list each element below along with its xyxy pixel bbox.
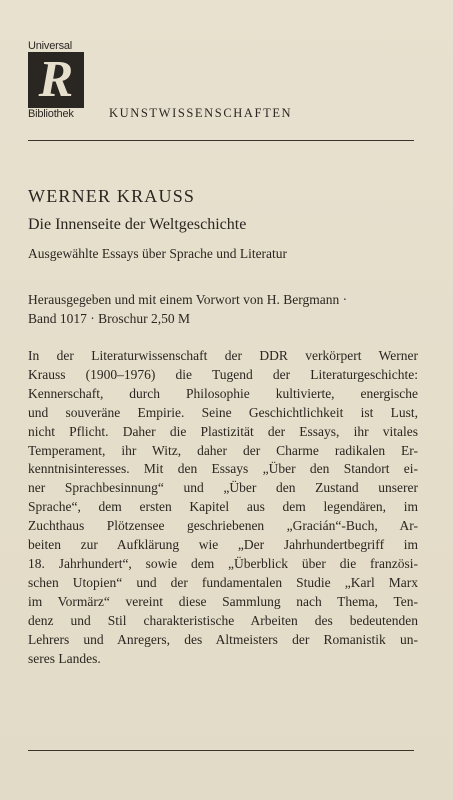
description-line: Temperament, ihr Witz, daher der Charme radikalen Er- xyxy=(28,442,418,458)
description-line: In der Literaturwissenschaft der DDR verkörpert Werner xyxy=(28,348,418,363)
description-line: ner Sprachbesinnung“ und „Über den Zustand unserer xyxy=(28,480,418,496)
description-text xyxy=(28,347,418,668)
description-line: Sprache“, dem ersten Kapitel aus dem legendären, im xyxy=(28,499,418,515)
bottom-divider xyxy=(28,750,414,751)
publication-info xyxy=(28,290,418,328)
description-line: kenntnisinteresses. Mit den Essays „Über den Standort ei- xyxy=(28,461,418,477)
publisher-logo xyxy=(28,40,88,122)
logo-top-text: Universal xyxy=(28,40,73,52)
description-line: nicht Pflicht. Daher die Plastizität der Essays, ihr vitales xyxy=(28,423,418,439)
description-line: im Vormärz“ vereint diese Sammlung nach Thema, Ten- xyxy=(28,593,418,609)
series-title: KUNSTWISSENSCHAFTEN xyxy=(109,106,293,120)
logo-letter-mark: R xyxy=(28,52,84,108)
description-line: beiten zur Aufklärung wie „Der Jahrhundertbegriff im xyxy=(28,537,418,553)
logo-bottom-text: Bibliothek xyxy=(28,108,74,120)
description-line: Zuchthaus Plötzensee geschriebenen „Gracián“-Buch, Ar- xyxy=(28,518,418,534)
volume-price-line: Band 1017 · Broschur 2,50 M xyxy=(28,311,190,326)
book-title: Die Innenseite der Weltgeschichte xyxy=(28,216,247,233)
description-line: Lehrers und Anregers, des Altmeisters der Romanistik un- xyxy=(28,631,418,647)
description-line: und souveräne Empirie. Seine Geschichtlichkeit ist Lust, xyxy=(28,404,418,420)
author-name: WERNER KRAUSS xyxy=(28,186,196,206)
description-line: Kennerschaft, durch Philosophie kultivierte, energische xyxy=(28,385,418,401)
top-divider xyxy=(28,140,414,141)
description-line: 18. Jahrhundert“, sowie dem „Überblick über die französi- xyxy=(28,555,418,571)
description-line: Krauss (1900–1976) die Tugend der Literaturgeschichte: xyxy=(28,366,418,382)
description-line: denz und Stil charakteristische Arbeiten des bedeutenden xyxy=(28,612,418,628)
description-line: schen Utopien“ und der fundamentalen Studie „Karl Marx xyxy=(28,574,418,590)
editor-line: Herausgegeben und mit einem Vorwort von H. Bergmann · xyxy=(28,292,348,307)
book-subtitle: Ausgewählte Essays über Sprache und Literatur xyxy=(28,246,288,261)
description-line: seres Landes. xyxy=(28,650,101,666)
